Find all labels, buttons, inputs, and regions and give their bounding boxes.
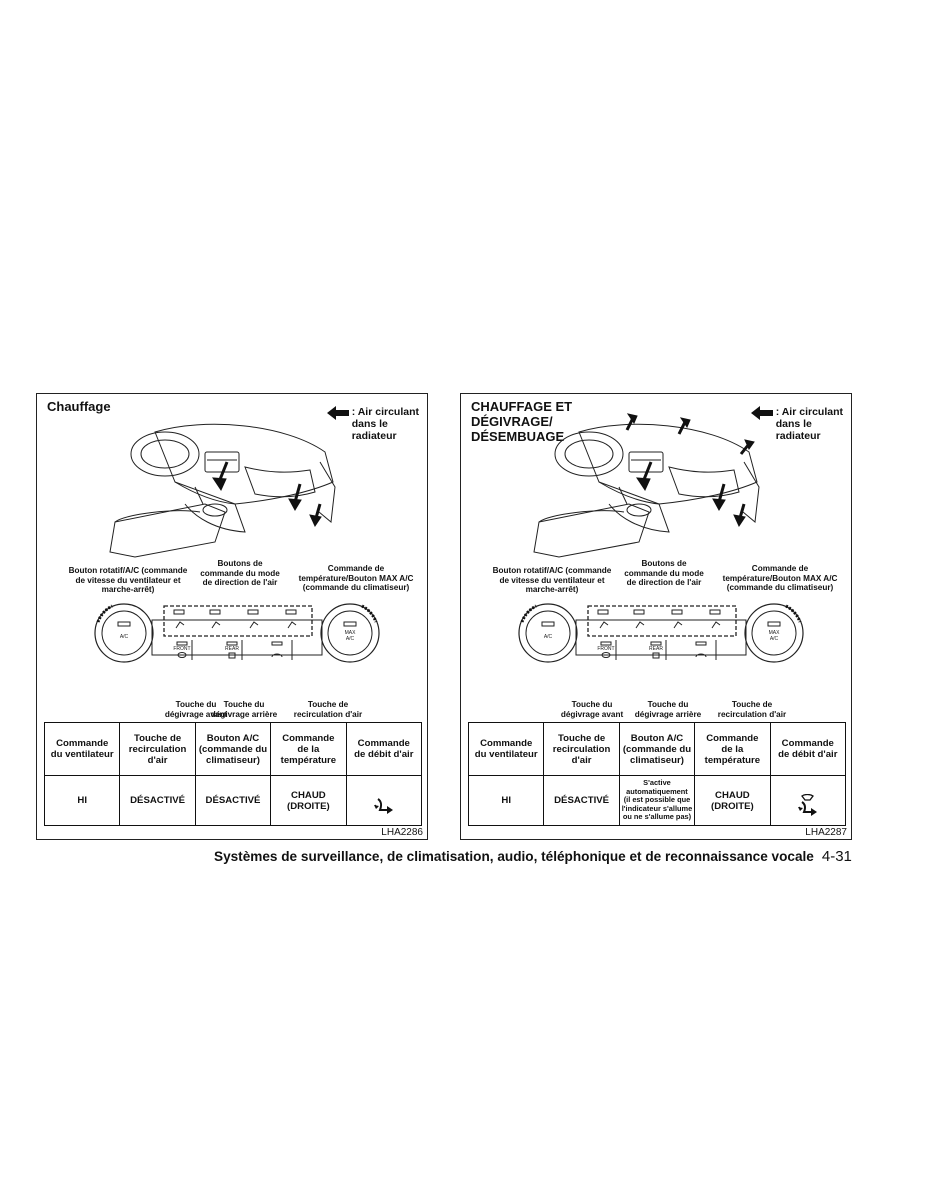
page-footer bbox=[214, 848, 852, 865]
floor-defrost-vent-icon bbox=[796, 794, 820, 816]
cell-fan: HI bbox=[469, 776, 544, 826]
caption-mode-buttons: Boutons de commande du mode de direction de l'air bbox=[200, 559, 280, 587]
caption-rotary-knob: Bouton rotatif/A/C (commande de vitesse du ventilateur et marche-arrêt) bbox=[68, 566, 188, 594]
caption-rotary-knob: Bouton rotatif/A/C (commande de vitesse du ventilateur et marche-arrêt) bbox=[492, 566, 612, 594]
rear-button-label: REAR bbox=[225, 646, 239, 652]
caption-temperature-knob: Commande de température/Bouton MAX A/C (commande du climatiseur) bbox=[298, 564, 414, 592]
climate-control-panel bbox=[92, 600, 382, 668]
caption-mode-buttons: Boutons de commande du mode de direction de l'air bbox=[624, 559, 704, 587]
knob-max-ac-label-2: A/C bbox=[769, 636, 779, 642]
header-temperature: Commande de la température bbox=[695, 723, 770, 776]
bilevel-mode-icon bbox=[636, 622, 644, 628]
page-number: 4-31 bbox=[821, 848, 852, 865]
caption-front-defrost: Touche du dégivrage avant bbox=[164, 700, 228, 719]
header-fan: Commande du ventilateur bbox=[469, 723, 544, 776]
legend-text: : Air circulant dans le radiateur bbox=[351, 406, 419, 442]
front-button-label: FRONT bbox=[597, 646, 615, 652]
climate-control-panel bbox=[516, 600, 806, 668]
settings-table bbox=[468, 722, 846, 826]
header-airflow: Commande de débit d'air bbox=[770, 723, 845, 776]
vent-mode-icon bbox=[176, 622, 184, 628]
knob-ac-label: A/C bbox=[543, 634, 553, 640]
cell-recirculation: DÉSACTIVÉ bbox=[120, 776, 195, 826]
header-temperature: Commande de la température bbox=[271, 723, 346, 776]
cell-airflow bbox=[770, 776, 845, 826]
caption-rear-defrost: Touche du dégivrage arrière bbox=[634, 700, 702, 719]
cell-temperature: CHAUD (DROITE) bbox=[271, 776, 346, 826]
caption-recirculation: Touche de recirculation d'air bbox=[717, 700, 787, 719]
settings-table bbox=[44, 722, 422, 826]
figure-heating bbox=[36, 393, 428, 840]
cell-airflow bbox=[346, 776, 421, 826]
figure-code: LHA2286 bbox=[381, 827, 423, 838]
floor-mode-icon bbox=[250, 622, 258, 628]
caption-temperature-knob: Commande de température/Bouton MAX A/C (commande du climatiseur) bbox=[722, 564, 838, 592]
caption-front-defrost: Touche du dégivrage avant bbox=[560, 700, 624, 719]
cell-recirculation: DÉSACTIVÉ bbox=[544, 776, 619, 826]
header-ac: Bouton A/C (commande du climatiseur) bbox=[195, 723, 270, 776]
cell-ac: S'active automatiquement (il est possible que l'indicateur s'allume ou ne s'allume pas) bbox=[619, 776, 694, 826]
footer-section-title: Systèmes de surveillance, de climatisation, audio, téléphonique et de reconnaissance vocale bbox=[214, 849, 814, 864]
figure-title: Chauffage bbox=[47, 399, 111, 414]
caption-rear-defrost: Touche du dégivrage arrière bbox=[210, 700, 278, 719]
cell-fan: HI bbox=[45, 776, 120, 826]
knob-ac-label: A/C bbox=[119, 634, 129, 640]
rear-button-label: REAR bbox=[649, 646, 663, 652]
dashboard-illustration bbox=[95, 412, 345, 562]
bilevel-mode-icon bbox=[212, 622, 220, 628]
floor-defrost-mode-icon bbox=[712, 622, 720, 628]
knob-max-ac-label-2: A/C bbox=[345, 636, 355, 642]
vent-mode-icon bbox=[600, 622, 608, 628]
figure-title: CHAUFFAGE ET DÉGIVRAGE/ DÉSEMBUAGE bbox=[471, 399, 573, 444]
knob-max-ac-label-1: MAX bbox=[768, 630, 780, 636]
legend-text: : Air circulant dans le radiateur bbox=[775, 406, 843, 442]
floor-mode-icon bbox=[674, 622, 682, 628]
header-fan: Commande du ventilateur bbox=[45, 723, 120, 776]
dashboard-illustration bbox=[519, 412, 769, 562]
cell-temperature: CHAUD (DROITE) bbox=[695, 776, 770, 826]
floor-vent-icon bbox=[373, 795, 395, 815]
header-airflow: Commande de débit d'air bbox=[346, 723, 421, 776]
knob-max-ac-label-1: MAX bbox=[344, 630, 356, 636]
figure-heating-defrost bbox=[460, 393, 852, 840]
caption-recirculation: Touche de recirculation d'air bbox=[293, 700, 363, 719]
figure-code: LHA2287 bbox=[805, 827, 847, 838]
floor-defrost-mode-icon bbox=[288, 622, 296, 628]
front-button-label: FRONT bbox=[173, 646, 191, 652]
header-ac: Bouton A/C (commande du climatiseur) bbox=[619, 723, 694, 776]
header-recirculation: Touche de recirculation d'air bbox=[120, 723, 195, 776]
cell-ac: DÉSACTIVÉ bbox=[195, 776, 270, 826]
header-recirculation: Touche de recirculation d'air bbox=[544, 723, 619, 776]
